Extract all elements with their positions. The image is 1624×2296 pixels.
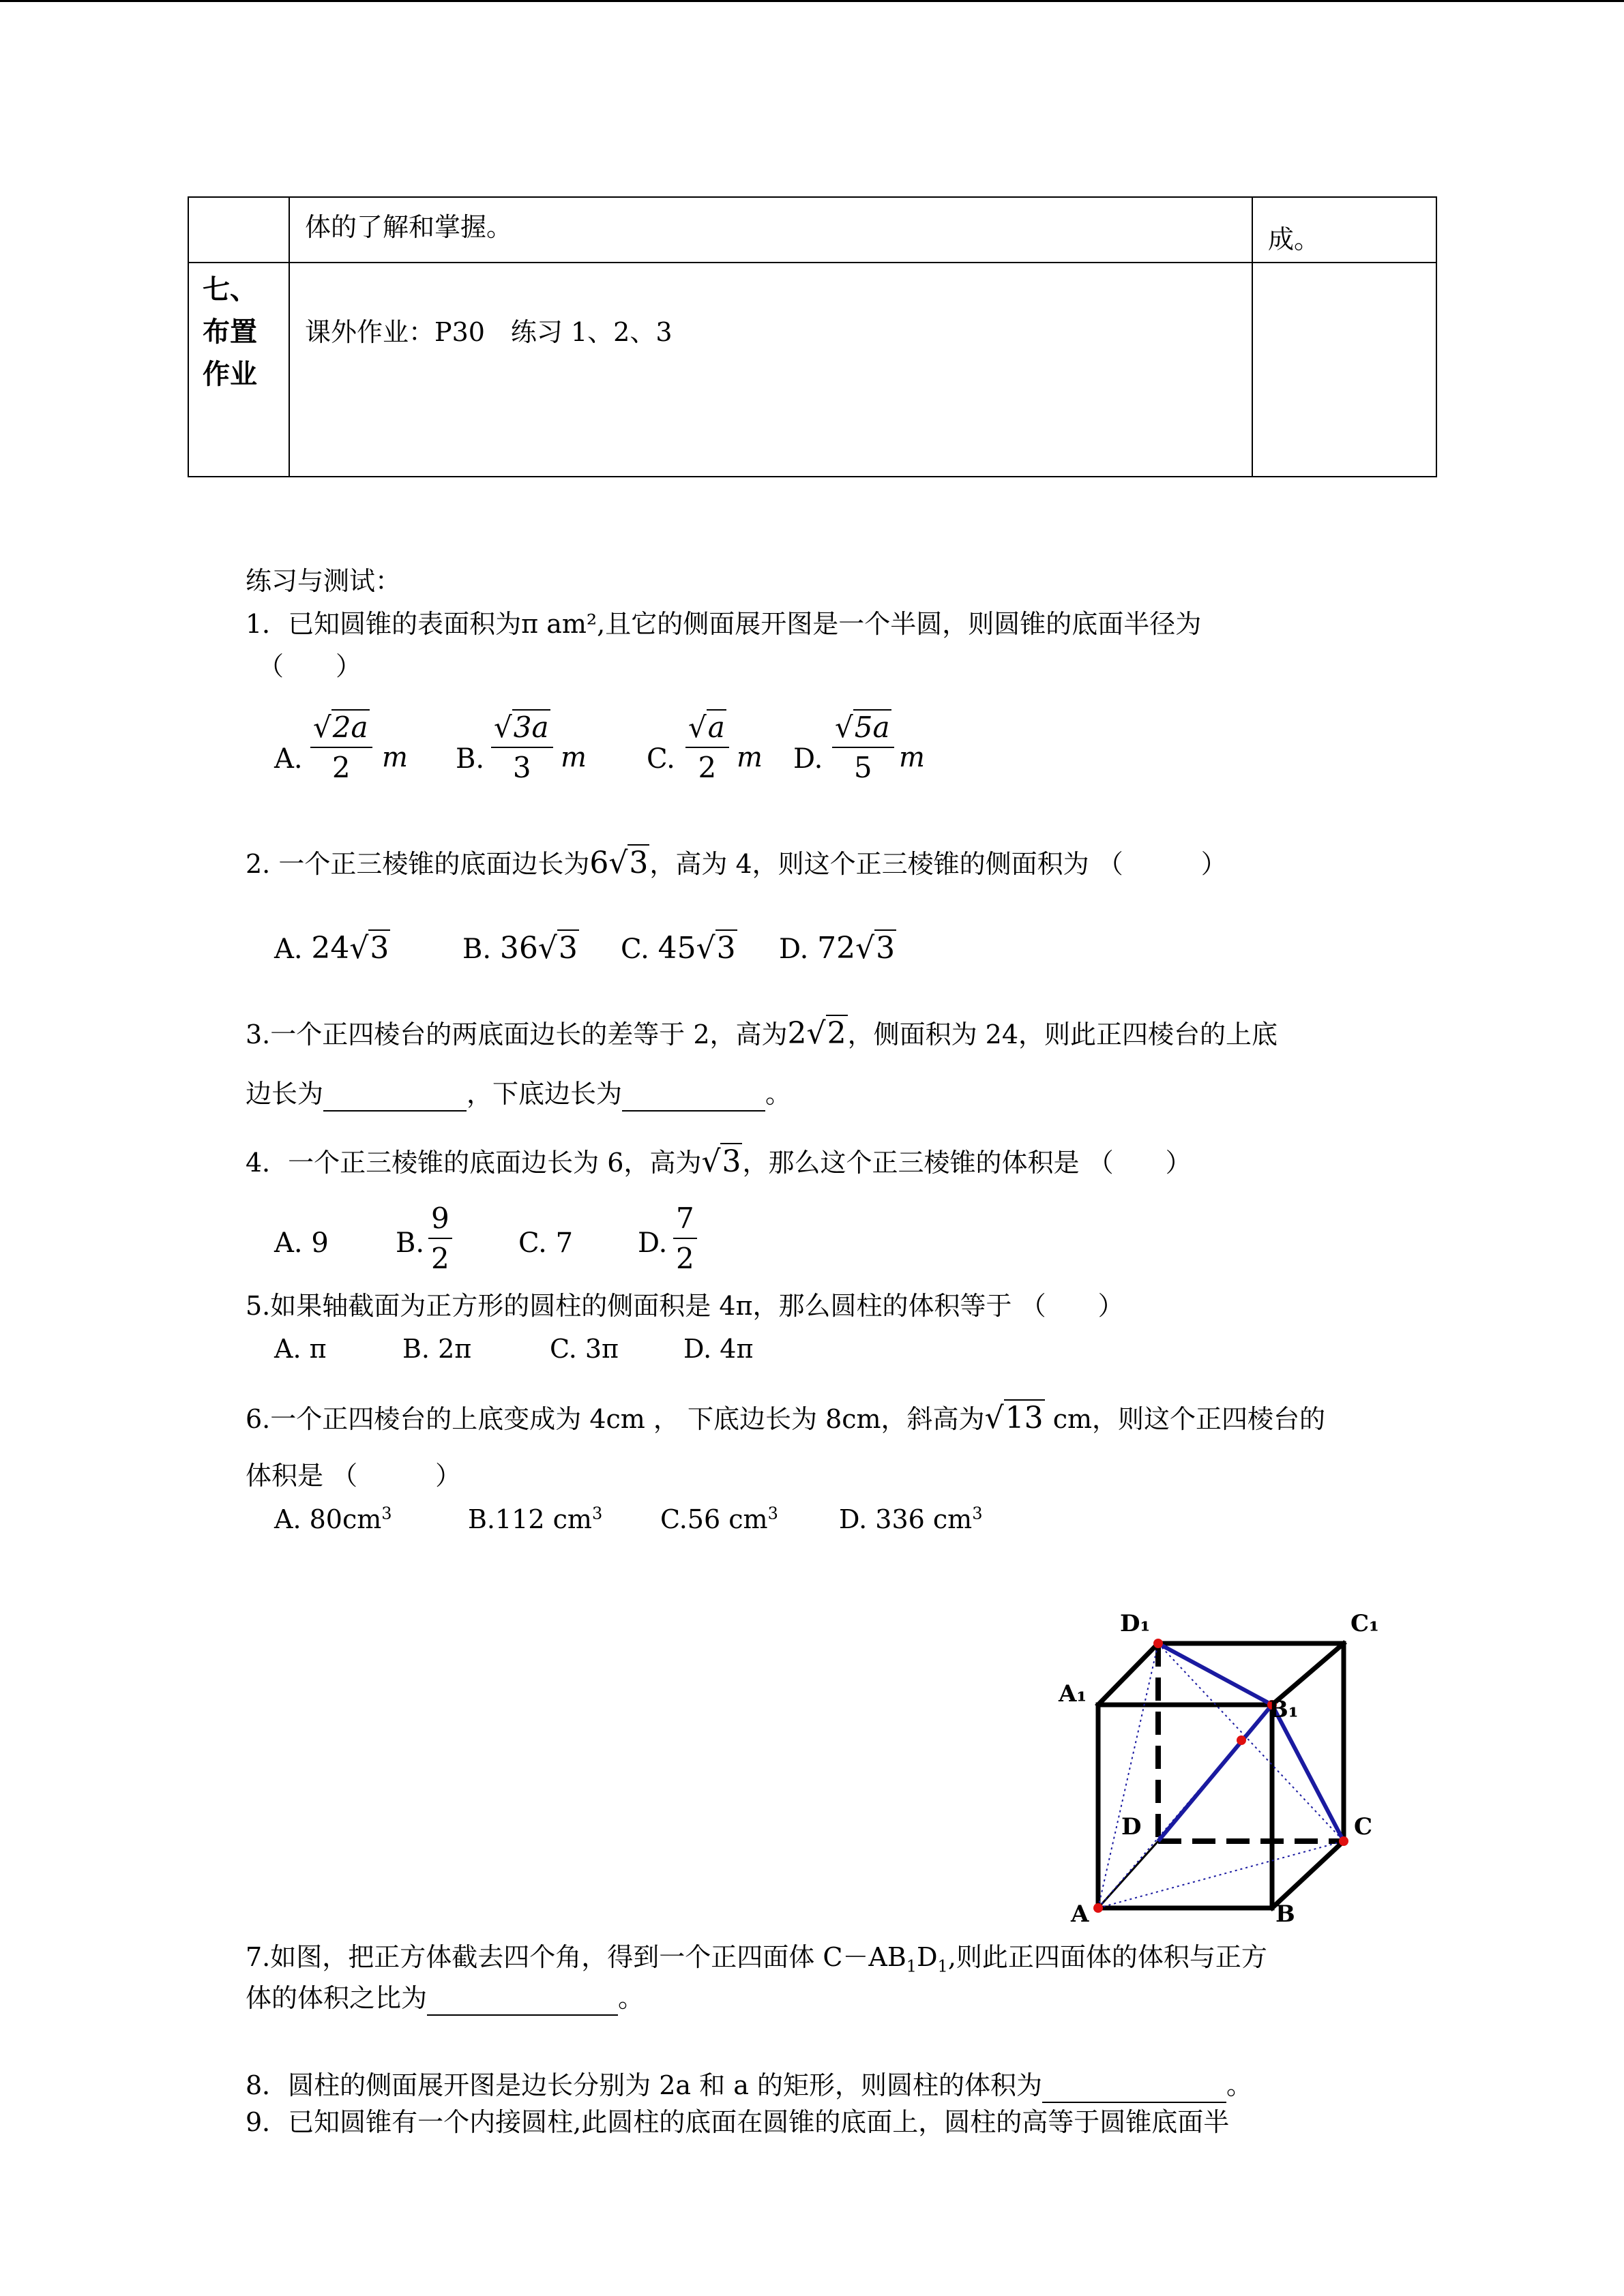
radicand: 3: [716, 931, 736, 966]
section-title-line: 作业: [203, 359, 257, 390]
option-text: D. 336 cm: [839, 1504, 973, 1534]
option-fraction: [428, 1202, 452, 1275]
question-2-post: ，高为 4，则这个正三棱锥的侧面积为 （ ）: [649, 849, 1227, 879]
note-text: 成。: [1268, 224, 1320, 254]
subscript: 1: [937, 1956, 948, 1976]
coefficient: 2: [787, 1016, 807, 1051]
label-a: A: [1071, 1900, 1089, 1928]
question-8-end: 。: [1226, 2070, 1252, 2100]
option-letter: C.: [647, 743, 675, 775]
option: A. 24√3: [274, 931, 389, 966]
option: [839, 1504, 982, 1534]
question-7-text: [246, 1942, 1267, 1976]
option: C. 7: [518, 1227, 574, 1259]
question-3-text: 3.一个正四棱台的两底面边长的差等于 2，高为2√2，侧面积为 24，则此正四棱台的上底: [246, 1016, 1278, 1051]
radicand: 3: [722, 1144, 741, 1179]
coefficient: 72: [817, 931, 856, 966]
answer-blank[interactable]: [427, 1983, 618, 2016]
superscript: 3: [767, 1504, 778, 1523]
answer-blank[interactable]: [622, 1079, 765, 1112]
radicand: 2: [827, 1016, 846, 1051]
question-8-body: 8．圆柱的侧面展开图是边长分别为 2a 和 a 的矩形，则圆柱的体积为: [246, 2070, 1042, 2100]
section-title: [189, 263, 289, 396]
option-letter: C.: [621, 934, 649, 965]
question-3-post: ，侧面积为 24，则此正四棱台的上底: [847, 1019, 1278, 1049]
option: B. 2π: [402, 1334, 472, 1364]
question-7-pre: 7.如图，把正方体截去四个角，得到一个正四面体 C－AB: [246, 1942, 906, 1972]
question-2-text: 2. 一个正三棱锥的底面边长为6√3，高为 4，则这个正三棱锥的侧面积为 （ ）: [246, 846, 1227, 880]
point-d1: [1153, 1639, 1163, 1648]
content-cell: [289, 197, 1252, 263]
option-unit: m: [382, 742, 408, 773]
question-1-text: 1．已知圆锥的表面积为π am²,且它的侧面展开图是一个半圆，则圆锥的底面半径为: [246, 609, 1202, 639]
option-letter: D.: [793, 743, 823, 775]
question-8-text: [246, 2070, 1252, 2103]
radicand: 13: [1005, 1401, 1044, 1435]
coefficient: 24: [311, 931, 350, 966]
option: [468, 1504, 602, 1534]
option: A. 9: [274, 1227, 329, 1259]
question-9-text: 9．已知圆锥有一个内接圆柱,此圆柱的底面在圆锥的底面上，圆柱的高等于圆锥底面半: [246, 2107, 1230, 2137]
exercise-heading: 练习与测试：: [246, 566, 402, 596]
radicand: a: [707, 711, 725, 744]
numerator: 9: [428, 1202, 452, 1239]
section-cell: [188, 263, 289, 477]
label-b1: B₁: [1269, 1696, 1299, 1723]
note-cell: [1252, 197, 1436, 263]
label-c: C: [1354, 1813, 1373, 1840]
question-2-pre: 2. 一个正三棱锥的底面边长为: [246, 849, 590, 879]
option-text: B.112 cm: [468, 1504, 592, 1534]
option-letter: D.: [779, 934, 809, 965]
option: A. π: [274, 1334, 327, 1364]
hidden-edge: [1098, 1841, 1158, 1908]
table-row: [188, 197, 1436, 263]
option-unit: m: [561, 742, 587, 773]
homework-text: 课外作业：P30 练习 1、2、3: [305, 317, 673, 347]
tetra-edge: [1158, 1643, 1272, 1705]
answer-blank[interactable]: [1042, 2070, 1226, 2103]
question-6-pre: 6.一个正四棱台的上底变成为 4cm ， 下底边长为 8cm，斜高为: [246, 1404, 985, 1434]
dotted-diagonal: [1158, 1643, 1344, 1841]
denominator: 5: [853, 751, 872, 784]
question-3-end: 。: [765, 1079, 792, 1109]
label-c1: C₁: [1350, 1610, 1379, 1637]
denominator: 2: [431, 1242, 449, 1275]
question-3-line2: [246, 1079, 791, 1112]
coefficient: 36: [499, 931, 538, 966]
superscript: 3: [591, 1504, 603, 1523]
option-letter: A.: [274, 743, 303, 775]
coefficient: 45: [658, 931, 696, 966]
page-top-border: [0, 0, 1624, 2]
label-b: B: [1275, 1900, 1295, 1928]
option-text: C.56 cm: [660, 1504, 768, 1534]
option: [274, 1504, 392, 1534]
radicand: 3: [370, 931, 389, 966]
numerator: 7: [673, 1202, 697, 1239]
question-7-post: ,则此正四面体的体积与正方: [947, 1942, 1267, 1972]
label-d: D: [1121, 1813, 1142, 1840]
option: D. 4π: [683, 1334, 754, 1364]
tetra-edge: [1272, 1705, 1344, 1841]
option-text: A. 80cm: [274, 1504, 382, 1534]
question-4-post: ，那么这个正三棱锥的体积是 （ ）: [742, 1148, 1192, 1178]
option-fraction: $\frac{√2a}{2}$: [310, 711, 372, 784]
section-title-line: 布置: [203, 316, 257, 348]
table-row: [188, 263, 1436, 477]
radicand: 3: [629, 846, 649, 880]
option: B. 36√3: [462, 931, 578, 966]
question-7-mid: D: [917, 1942, 938, 1972]
option-fraction: $\frac{√a}{2}$: [685, 711, 729, 784]
denominator: 2: [676, 1242, 694, 1275]
denominator: 3: [512, 751, 531, 784]
superscript: 3: [381, 1504, 392, 1523]
section-title-line: 七、: [203, 274, 257, 305]
section-cell-empty: [188, 197, 289, 263]
option: [660, 1504, 778, 1534]
superscript: 3: [972, 1504, 983, 1523]
option-letter: B.: [456, 743, 485, 775]
content-text: 体的了解和掌握。: [305, 212, 513, 242]
denominator: 2: [698, 751, 717, 784]
denominator: 2: [331, 751, 351, 784]
cube-edge: [1272, 1841, 1344, 1908]
radicand: 3: [876, 931, 896, 966]
option-letter: B.: [462, 934, 492, 965]
question-6-post: cm，则这个正四棱台的: [1044, 1404, 1326, 1434]
option: C. 3π: [550, 1334, 619, 1364]
question-7-end: 。: [618, 1983, 645, 2013]
option-letter: D.: [638, 1227, 668, 1259]
option-fraction: [673, 1202, 697, 1275]
question-6-text: 6.一个正四棱台的上底变成为 4cm ， 下底边长为 8cm，斜高为√13 cm，则这个正四棱台的: [246, 1401, 1326, 1435]
subscript: 1: [906, 1956, 917, 1976]
question-4-text: 4．一个正三棱锥的底面边长为 6，高为√3，那么这个正三棱锥的体积是 （ ）: [246, 1144, 1192, 1179]
option-unit: m: [899, 742, 925, 773]
question-4-pre: 4．一个正三棱锥的底面边长为 6，高为: [246, 1148, 702, 1178]
radicand: 3: [558, 931, 578, 966]
option-letter: A.: [274, 934, 303, 965]
point-center: [1237, 1735, 1246, 1745]
dotted-diagonal: [1098, 1643, 1158, 1908]
question-3-pre: 3.一个正四棱台的两底面边长的差等于 2，高为: [246, 1019, 788, 1049]
question-6-line2: 体积是 （ ）: [246, 1461, 462, 1491]
content-cell: [289, 263, 1252, 477]
option-unit: m: [737, 742, 763, 773]
label-a1: A₁: [1059, 1680, 1087, 1708]
point-c: [1339, 1836, 1348, 1846]
question-7-label: 体的体积之比为: [246, 1983, 428, 2013]
radicand: 5a: [854, 711, 890, 744]
question-7-line2: [246, 1983, 644, 2016]
label-d1: D₁: [1120, 1610, 1151, 1637]
question-3-label-top: 边长为: [246, 1079, 324, 1109]
option: D. 72√3: [779, 931, 896, 966]
option-fraction: $\frac{√5a}{5}$: [832, 711, 894, 784]
radicand: 2a: [332, 711, 368, 744]
option: C. 45√3: [621, 931, 736, 966]
cube-tetrahedron-figure: [1050, 1602, 1405, 1930]
note-cell: [1252, 263, 1436, 477]
question-5-text: 5.如果轴截面为正方形的圆柱的侧面积是 4π，那么圆柱的体积等于 （ ）: [246, 1291, 1124, 1321]
tetra-edge: [1158, 1705, 1272, 1841]
question-3-label-bottom: ，下底边长为: [467, 1079, 623, 1109]
option-fraction: $\frac{√3a}{3}$: [491, 711, 553, 784]
lesson-plan-table: [188, 196, 1437, 477]
radicand: 3a: [513, 711, 549, 744]
cube-edge: [1098, 1643, 1158, 1705]
option-letter: B.: [396, 1227, 425, 1259]
question-1-paren: （ ）: [258, 651, 362, 681]
point-a: [1093, 1903, 1103, 1913]
coefficient: 6: [589, 846, 609, 880]
answer-blank[interactable]: [323, 1079, 467, 1112]
